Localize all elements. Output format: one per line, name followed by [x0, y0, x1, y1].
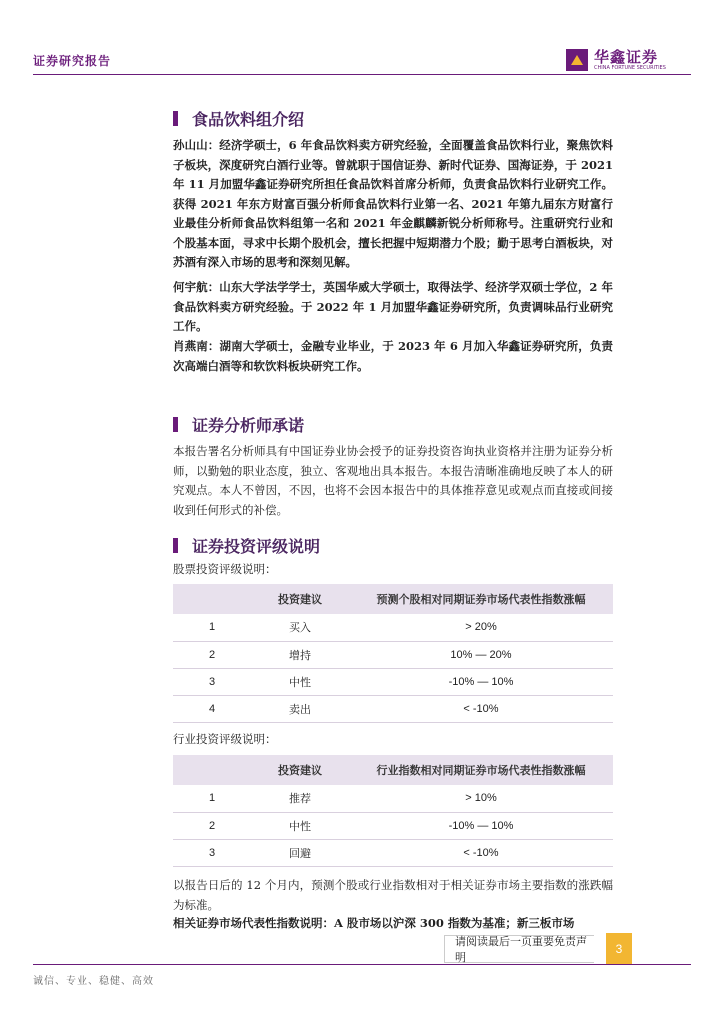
- table-cell: 卖出: [251, 695, 349, 722]
- stock-rating-table: [173, 584, 613, 723]
- team-title-suffix: 介绍: [272, 110, 305, 129]
- table-cell: < -10%: [349, 839, 613, 866]
- table-cell: 3: [173, 839, 251, 866]
- section-marker: [173, 417, 178, 432]
- company-logo: [566, 46, 666, 74]
- table-cell: 回避: [251, 839, 349, 866]
- table-header-cell: 投资建议: [251, 584, 349, 614]
- table-cell: -10% — 10%: [349, 668, 613, 695]
- table-header-cell: [173, 755, 251, 785]
- member-bio-2: 何宇航：山东大学法学学士，英国华威大学硕士，取得法学、经济学双硕士学位，2 年食品饮料卖方研究经验。于 2022 年 1 月加盟华鑫证券研究所，负责调味品行业研究工作。: [173, 280, 613, 333]
- section-marker: [173, 538, 178, 553]
- logo-name-en: CHINA FORTUNE SECURITIES: [594, 64, 666, 71]
- header-divider: [33, 74, 691, 75]
- table-cell: > 20%: [349, 614, 613, 641]
- member-bio-3: 肖燕南：湖南大学硕士，金融专业毕业，于 2023 年 6 月加入华鑫证券研究所，负责次高端白酒等和软饮料板块研究工作。: [173, 339, 613, 373]
- table-cell: < -10%: [349, 695, 613, 722]
- table-cell: 中性: [251, 812, 349, 839]
- table-header-row: [173, 584, 613, 614]
- index-note: 相关证券市场代表性指数说明：A 股市场以沪深 300 指数为基准；新三板市场: [173, 916, 575, 930]
- table-cell: > 10%: [349, 785, 613, 812]
- team-title-prefix: 食品饮料组: [192, 110, 273, 129]
- commitment-section-title: [173, 413, 304, 436]
- footer-slogan: 诚信、专业、稳健、高效: [33, 976, 154, 987]
- stock-rating-label: 股票投资评级说明：: [173, 562, 277, 576]
- table-cell: 增持: [251, 641, 349, 668]
- table-cell: 2: [173, 812, 251, 839]
- table-row: [173, 839, 613, 866]
- table-row: [173, 641, 613, 668]
- report-type-label: 证券研究报告: [33, 54, 112, 68]
- table-cell: 10% — 20%: [349, 641, 613, 668]
- logo-icon: [566, 49, 588, 71]
- table-row: [173, 614, 613, 641]
- rating-section-title: [173, 534, 320, 557]
- page-number: 3: [606, 933, 632, 965]
- member-bio-1: 孙山山：经济学硕士，6 年食品饮料卖方研究经验，全面覆盖食品饮料行业，聚焦饮料子板块，深度研究白酒行业等。曾就职于国信证券、新时代证券、国海证券，于 2021 年 11 月加盟华鑫证券研究所担任食品饮料首席分析师，负责食品饮料行业研究工作。获得 2021 年东方财富百强分析师食品饮料行业第一名、2021 年第九届东方财富行业最佳分析师食品饮料组第一名和 2021 年金麒麟新锐分析师称号。注重研究行业和个股基本面，寻求中长期个股机会，擅长把握中短期潜力个股；勤于思考白酒板块，对苏酒有深入市场的思考和深刻见解。: [173, 138, 613, 269]
- industry-rating-table: [173, 755, 613, 867]
- logo-name-cn: 华鑫证券: [594, 47, 659, 66]
- footer-divider: [33, 964, 691, 965]
- table-cell: 买入: [251, 614, 349, 641]
- rating-title: 证券投资评级说明: [192, 537, 321, 556]
- table-header-cell: 预测个股相对同期证券市场代表性指数涨幅: [349, 584, 613, 614]
- table-cell: 3: [173, 668, 251, 695]
- section-marker: [173, 111, 178, 126]
- table-cell: -10% — 10%: [349, 812, 613, 839]
- table-row: [173, 668, 613, 695]
- table-cell: 中性: [251, 668, 349, 695]
- table-cell: 推荐: [251, 785, 349, 812]
- table-header-cell: 投资建议: [251, 755, 349, 785]
- table-header-cell: [173, 584, 251, 614]
- team-section-title: [173, 107, 304, 130]
- commitment-text: 本报告署名分析师具有中国证券业协会授予的证券投资咨询执业资格并注册为证券分析师，以勤勉的职业态度，独立、客观地出具本报告。本报告清晰准确地反映了本人的研究观点。本人不曾因，不因，也将不会因本报告中的具体推荐意见或观点而直接或间接收到任何形式的补偿。: [173, 444, 613, 517]
- table-cell: 1: [173, 614, 251, 641]
- table-row: [173, 812, 613, 839]
- table-cell: 1: [173, 785, 251, 812]
- commitment-title: 证券分析师承诺: [192, 416, 305, 435]
- rating-note: 以报告日后的 12 个月内，预测个股或行业指数相对于相关证券市场主要指数的涨跌幅为标准。: [173, 878, 613, 912]
- table-cell: 4: [173, 695, 251, 722]
- table-header-row: [173, 755, 613, 785]
- table-cell: 2: [173, 641, 251, 668]
- table-row: [173, 785, 613, 812]
- table-row: [173, 695, 613, 722]
- disclaimer-notice: 请阅读最后一页重要免责声明: [444, 935, 594, 963]
- table-header-cell: 行业指数相对同期证券市场代表性指数涨幅: [349, 755, 613, 785]
- industry-rating-label: 行业投资评级说明：: [173, 732, 277, 746]
